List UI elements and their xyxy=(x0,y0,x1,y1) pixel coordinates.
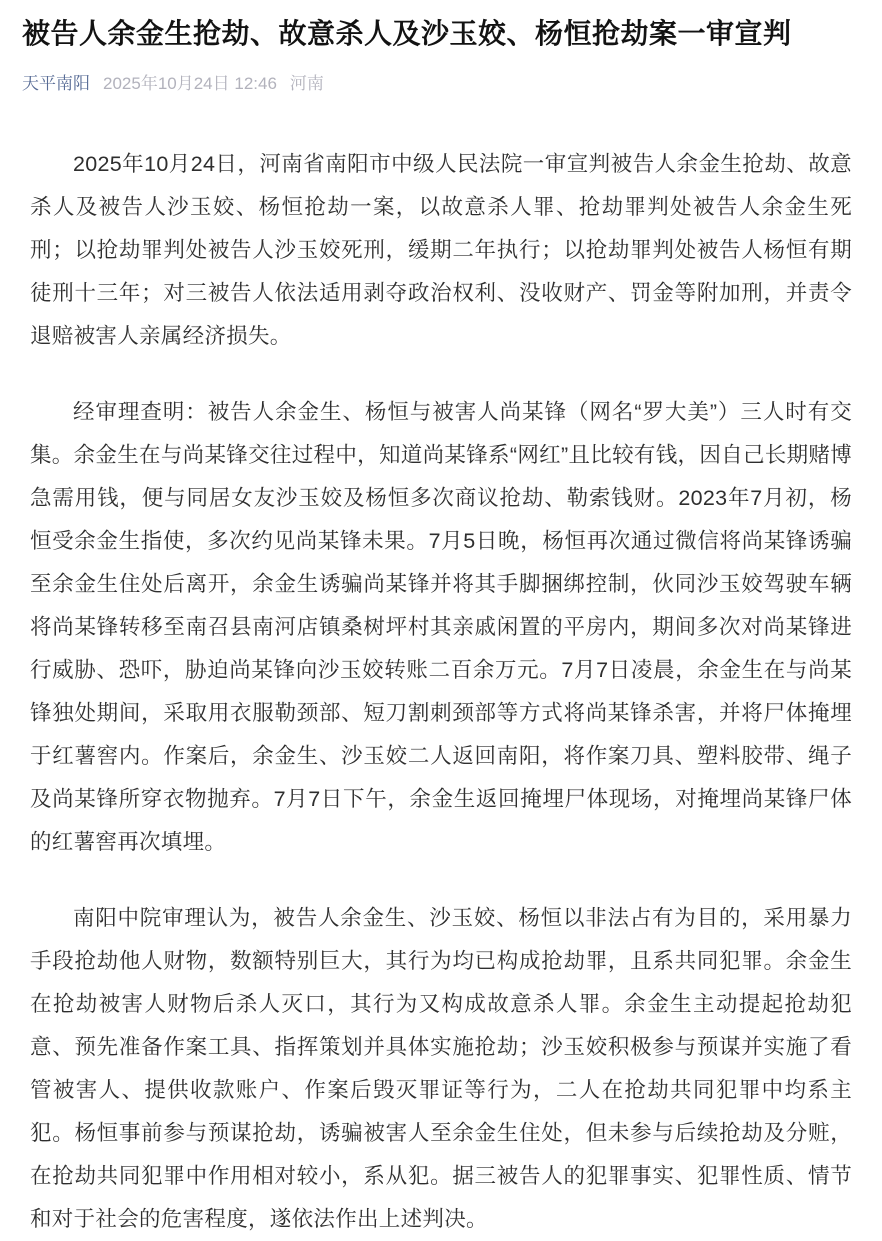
paragraph-court-opinion: 南阳中院审理认为，被告人余金生、沙玉姣、杨恒以非法占有为目的，采用暴力手段抢劫他人财物，数额特别巨大，其行为均已构成抢劫罪，且系共同犯罪。余金生在抢劫被害人财物后杀人灭口，其行为又构成故意杀人罪。余金生主动提起抢劫犯意、预先准备作案工具、指挥策划并具体实施抢劫；沙玉姣积极参与预谋并实施了看管被害人、提供收款账户、作案后毁灭罪证等行为，二人在抢劫共同犯罪中均系主犯。杨恒事前参与预谋抢劫，诱骗被害人至余金生住处，但未参与后续抢劫及分赃，在抢劫共同犯罪中作用相对较小，系从犯。据三被告人的犯罪事实、犯罪性质、情节和对于社会的危害程度，遂依法作出上述判决。 xyxy=(30,906,852,1231)
publish-datetime: 2025年10月24日 12:46 xyxy=(103,74,277,93)
article-meta xyxy=(22,72,860,96)
paragraph-facts: 经审理查明：被告人余金生、杨恒与被害人尚某锋（网名“罗大美”）三人时有交集。余金生在与尚某锋交往过程中，知道尚某锋系“网红”且比较有钱，因自己长期赌博急需用钱，便与同居女友沙玉姣及杨恒多次商议抢劫、勒索钱财。2023年7月初，杨恒受余金生指使，多次约见尚某锋未果。7月5日晚，杨恒再次通过微信将尚某锋诱骗至余金生住处后离开，余金生诱骗尚某锋并将其手脚捆绑控制，伙同沙玉姣驾驶车辆将尚某锋转移至南召县南河店镇桑树坪村其亲戚闲置的平房内，期间多次对尚某锋进行威胁、恐吓，胁迫尚某锋向沙玉姣转账二百余万元。7月7日凌晨，余金生在与尚某锋独处期间，采取用衣服勒颈部、短刀割刺颈部等方式将尚某锋杀害，并将尸体掩埋于红薯窖内。作案后，余金生、沙玉姣二人返回南阳，将作案刀具、塑料胶带、绳子及尚某锋所穿衣物抛弃。7月7日下午，余金生返回掩埋尸体现场，对掩埋尚某锋尸体的红薯窖再次填埋。 xyxy=(30,400,852,854)
article-body xyxy=(30,143,852,1241)
publish-location: 河南 xyxy=(289,74,324,93)
account-name-link[interactable]: 天平南阳 xyxy=(22,74,90,93)
article-title: 被告人余金生抢劫、故意杀人及沙玉姣、杨恒抢劫案一审宣判 xyxy=(22,18,792,49)
paragraph-verdict: 2025年10月24日，河南省南阳市中级人民法院一审宣判被告人余金生抢劫、故意杀人及被告人沙玉姣、杨恒抢劫一案，以故意杀人罪、抢劫罪判处被告人余金生死刑；以抢劫罪判处被告人沙玉姣死刑，缓期二年执行；以抢劫罪判处被告人杨恒有期徒刑十三年；对三被告人依法适用剥夺政治权利、没收财产、罚金等附加刑，并责令退赔被害人亲属经济损失。 xyxy=(30,152,852,348)
